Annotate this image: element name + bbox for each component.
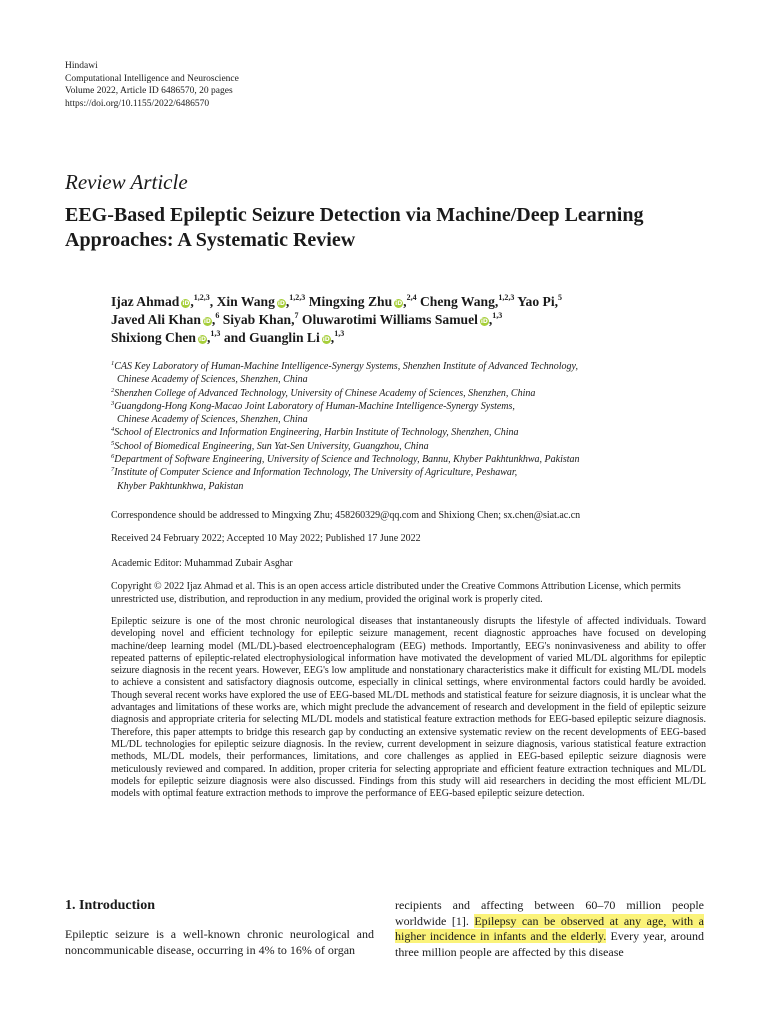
author-affiliation-number: 1,3 [210,329,221,338]
copyright-notice: Copyright © 2022 Ijaz Ahmad et al. This is an open access article distributed under the Creative Commons Attribution License, which permits unrestricted use, distribution, and reproduction in any medium, provided the original work is properly cited. [111,581,681,606]
correspondence: Correspondence should be addressed to Mingxing Zhu; 458260329@qq.com and Shixiong Chen; sx.chen@siat.ac.cn [111,510,581,521]
author-name: and Guanglin Li [223,330,320,345]
body-text-right [395,898,704,960]
author-name: Mingxing Zhu [308,294,393,309]
orcid-icon[interactable]: iD [198,336,207,343]
affiliation-number: 5 [111,439,115,447]
author: Xin Wang iD,$^{1,2,3}$ [216,293,306,309]
author [223,312,302,327]
affiliation-text: Institute of Computer Science and Information Technology, The University of Agriculture, Peshawar, [114,467,518,479]
abstract: Epileptic seizure is one of the most chronic neurological diseases that instantaneously disrupts the lifestyle of affected individuals. Toward developing novel and efficient technology for epileptic seizure management, recent diagnostic approaches have focused on developing machine/deep learning model (ML/DL)-based electroencephalogram (EEG) methods. Importantly, EEG's noninvasiveness and ability to offer repeated patterns of epileptic-related electrophysiological information have motivated the development of varied ML/DL algorithms for epileptic seizure diagnosis in the recent years. However, EEG's low amplitude and nonstationary characteristics make it difficult for existing ML/DL models to achieve a consistent and satisfactory diagnosis outcome, especially in clinical settings, where environmental factors could hardly be avoided. Though several recent works have explored the use of EEG-based ML/DL methods and statistical feature for seizure diagnosis, it is unclear what the advantages and limitations of these works are, which might preclude the advancement of research and development in the field of epileptic seizure diagnosis and appropriate criteria for selecting ML/DL models and statistical feature extraction methods for EEG-based epileptic seizure diagnosis. Therefore, this paper attempts to bridge this research gap by conducting an extensive systematic review on the recent developments of EEG-based ML/DL technologies for epileptic seizure diagnosis. In the review, current development in seizure diagnosis, various statistical feature extraction methods, ML/DL models, their performances, limitations, and core challenges as applied in EEG-based epileptic seizure diagnosis were meticulously reviewed and compared. In addition, proper criteria for selecting appropriate and efficient feature extraction techniques and ML/DL models for epileptic seizure diagnosis were also discussed. Findings from this study will aid researchers in deciding the most efficient ML/DL models with optimal feature extraction methods to improve the performance of EEG-based epileptic seizure detection. [111,616,706,800]
author: and Guanglin Li iD,$^{1,3}$ [223,329,345,345]
section-title: 1. Introduction [65,898,155,913]
author-affiliation-number: 6 [215,311,220,320]
publisher-name: Hindawi [65,61,98,71]
author [420,294,517,309]
affiliation-text: Khyber Pakhtunkhwa, Pakistan [117,480,244,492]
author: Oluwarotimi Williams Samuel iD,$^{1,3}$ [301,311,503,327]
affiliation-number: 1 [111,360,115,367]
affiliation [111,387,671,400]
affiliation-text: Chinese Academy of Sciences, Shenzhen, China [117,374,308,386]
affiliation-number: 3 [111,399,115,407]
author: Shixiong Chen iD,$^{1,3}$ [111,329,221,345]
author-affiliation-number: 7 [294,311,299,320]
affiliation-number: 4 [111,426,115,434]
author [517,294,562,309]
author-affiliation-number: 1,2,3 [289,293,306,302]
affiliation-number: 6 [111,453,115,461]
affiliation [111,453,671,466]
doi-link[interactable]: https://doi.org/10.1155/2022/6486570 [65,98,210,109]
paper-title: EEG-Based Epileptic Seizure Detection via Machine/Deep Learning Approaches: A Systematic Review [65,204,644,251]
affiliation-text: Guangdong-Hong Kong-Macao Joint Laboratory of Human-Machine Intelligence-Synergy Systems, [114,400,515,412]
author-affiliation-number: 1,2,3 [193,293,210,302]
orcid-icon[interactable]: iD [322,336,330,343]
author-name: Yao Pi, [517,294,558,309]
affiliation [111,466,671,479]
affiliation [111,426,671,439]
affiliation-text: Department of Software Engineering, University of Science and Technology, Bannu, Khyber Pakhtunkhwa, Pakistan [114,454,580,466]
body-text-segment: Every year, around three million people are affected by this disease [395,929,704,959]
affiliation-text: CAS Key Laboratory of Human-Machine Intelligence-Synergy Systems, Shenzhen Institute of Advanced Technology, [114,361,578,372]
author-name: Siyab Khan, [222,312,295,327]
affiliation [111,440,671,453]
author: Ijaz Ahmad iD,$^{1,2,3}$, [111,293,217,309]
orcid-icon[interactable]: iD [277,300,285,307]
orcid-icon[interactable]: iD [480,318,488,325]
affiliation [111,360,671,373]
affiliation-number: 2 [111,386,115,394]
author-affiliation-number: 5 [558,293,562,302]
body-text-left: Epileptic seizure is a well-known chronic neurological and noncommunicable disease, occurring in 4% to 16% of organ [65,927,374,957]
affiliation [111,400,671,413]
academic-editor: Academic Editor: Muhammad Zubair Asghar [111,558,293,569]
affiliation-text: School of Electronics and Information Engineering, Harbin Institute of Technology, Shenzhen, China [114,427,519,439]
affiliation-text: School of Biomedical Engineering, Sun Yat-Sen University, Guangzhou, China [114,440,429,452]
dates: Received 24 February 2022; Accepted 10 May 2022; Published 17 June 2022 [111,533,421,544]
author-name: Shixiong Chen [111,330,196,345]
body-text-segment: recipients and affecting between 60–70 million people worldwide [1]. [395,898,704,928]
highlighted-text: Epilepsy can be observed at any age, with a higher incidence in infants and the elderly. [395,913,704,943]
author-affiliation-number: 1,3 [492,311,503,320]
orcid-icon[interactable]: iD [182,300,190,307]
orcid-icon[interactable]: iD [395,300,403,307]
volume-info: Volume 2022, Article ID 6486570, 20 pages [65,86,233,96]
affiliation-list [111,360,671,493]
journal-name: Computational Intelligence and Neuroscience [65,73,239,84]
author-affiliation-number: 2,4 [406,293,417,302]
author-name: Oluwarotimi Williams Samuel [301,312,478,327]
orcid-icon[interactable]: iD [203,318,211,325]
affiliation-number: 7 [111,466,115,474]
affiliation-text: Chinese Academy of Sciences, Shenzhen, China [117,414,308,426]
author-affiliation-number: 1,2,3 [498,293,515,302]
author-list [111,293,671,347]
author: Javed Ali Khan iD,$^6$ [111,311,220,327]
author-name: Cheng Wang, [419,294,499,309]
author-name: Ijaz Ahmad [111,294,180,309]
author-affiliation-number: 1,3 [334,329,345,338]
article-type: Review Article [65,170,188,194]
author-name: Javed Ali Khan [111,312,201,327]
affiliation-text: Shenzhen College of Advanced Technology, University of Chinese Academy of Sciences, Shenzhen, China [114,387,536,399]
author-name: Xin Wang [216,294,275,309]
journal-header [65,60,239,110]
author: Mingxing Zhu iD,$^{2,4}$ [308,293,417,309]
